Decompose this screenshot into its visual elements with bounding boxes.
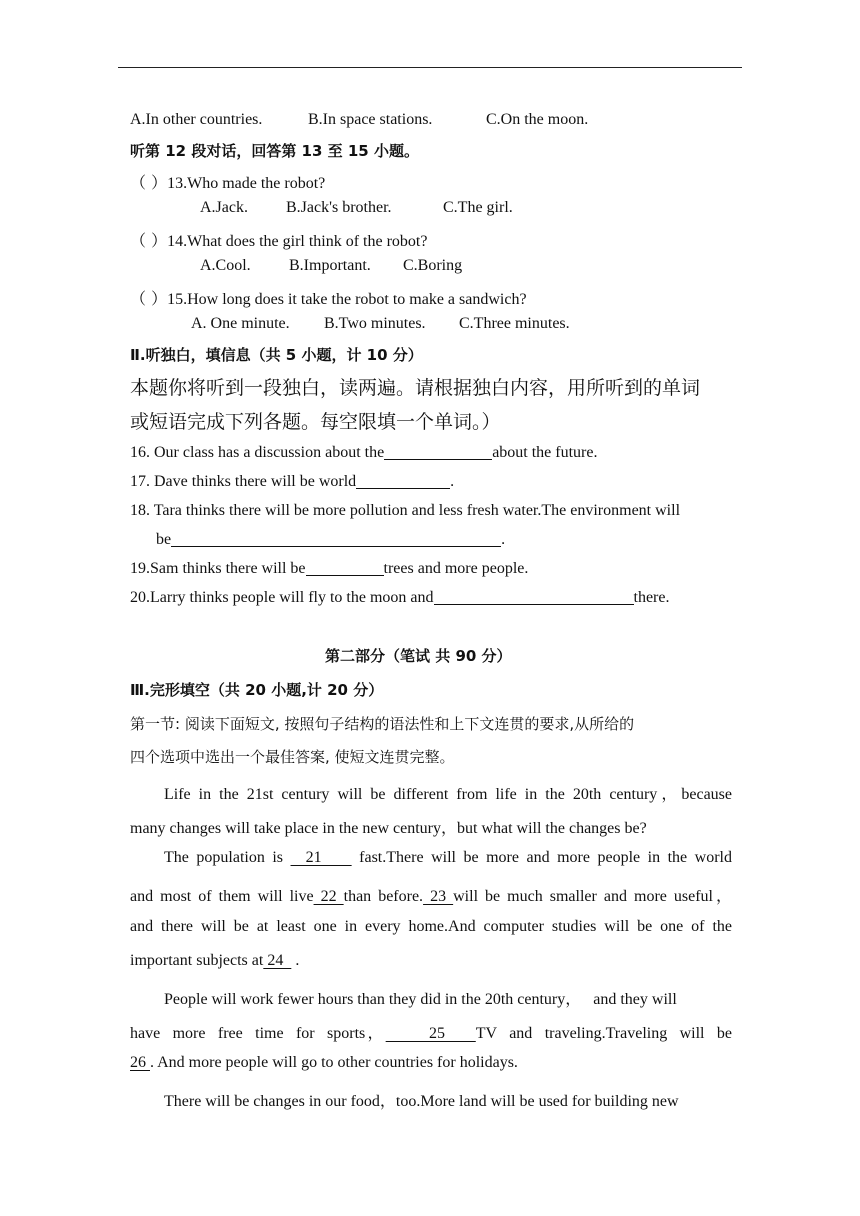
passage-p3-line1: People will work fewer hours than they did in the 20th century， and they will	[164, 991, 677, 1008]
text: .	[291, 952, 300, 969]
answer-paren: （ ）	[130, 289, 168, 308]
option-a: A. One minute.	[191, 315, 290, 332]
part2-instruction-line2: 或短语完成下列各题。每空限填一个单词。）	[130, 411, 501, 433]
part2-header: Ⅱ.听独白，填信息（共 5 小题，计 10 分）	[130, 346, 423, 364]
blank-26[interactable]: 26	[130, 1054, 150, 1071]
q16-answer-blank[interactable]	[384, 445, 492, 460]
passage-p2-line2	[130, 883, 732, 906]
passage-p2-line3: and there will be at least one in every home.And computer studies will be one of the	[130, 918, 732, 935]
text: have more free time for sports，	[130, 1025, 386, 1042]
option-b: B.Two minutes.	[324, 315, 426, 332]
q16-text-before: 16. Our class has a discussion about the	[130, 444, 385, 461]
blank-23[interactable]: 23	[423, 888, 454, 905]
written-part-title: 第二部分（笔试 共 90 分）	[325, 647, 512, 665]
q18-answer-blank[interactable]	[171, 532, 501, 547]
option-a: A.Cool.	[200, 257, 251, 274]
text: than before.	[343, 888, 424, 905]
question-17	[130, 473, 454, 491]
question-14-options	[200, 257, 462, 275]
q16-text-after: about the future.	[492, 444, 598, 461]
q17-text-before: 17. Dave thinks there will be world	[130, 473, 357, 490]
option-b: B.Jack's brother.	[286, 199, 392, 216]
answer-paren: （ ）	[130, 231, 168, 250]
passage-p4-line1: There will be changes in our food，too.More land will be used for building new	[164, 1093, 679, 1110]
blank-21[interactable]: 21	[290, 849, 352, 866]
text: will be much smaller and more useful，	[453, 888, 733, 905]
question-20	[130, 589, 669, 607]
section-12-header: 听第 12 段对话，回答第 13 至 15 小题。	[130, 142, 419, 160]
q17-text-after: .	[450, 473, 455, 490]
passage-p2-line4	[130, 952, 299, 970]
blank-25[interactable]: 25	[385, 1025, 476, 1042]
q20-answer-blank[interactable]	[434, 590, 634, 605]
part3-header: Ⅲ.完形填空（共 20 小题,计 20 分）	[130, 681, 384, 699]
q20-text-after: there.	[633, 589, 670, 606]
q19-text-after: trees and more people.	[383, 560, 529, 577]
q17-answer-blank[interactable]	[356, 474, 450, 489]
part3-instruction-line1: 第一节: 阅读下面短文, 按照句子结构的语法性和上下文连贯的要求,从所给的	[130, 715, 635, 733]
text: . And more people will go to other countries for holidays.	[150, 1054, 518, 1071]
question-13	[130, 170, 325, 193]
blank-22[interactable]: 22	[313, 888, 344, 905]
text: fast.There will be more and more people in the world	[359, 849, 732, 866]
answer-paren: （ ）	[130, 173, 168, 192]
question-text: 15.How long does it take the robot to make a sandwich?	[167, 291, 527, 308]
passage-p1-line2: many changes will take place in the new century，but what will the changes be?	[130, 820, 647, 837]
q12-option-a: A.In other countries.	[130, 111, 263, 128]
option-c: C.Three minutes.	[459, 315, 570, 332]
header-rule	[118, 67, 742, 68]
text: important subjects at	[130, 952, 264, 969]
option-c: C.Boring	[403, 257, 463, 274]
text: and most of them will live	[130, 888, 314, 905]
part2-instruction-line1: 本题你将听到一段独白，读两遍。请根据独白内容，用所听到的单词	[130, 377, 701, 399]
text: The population is	[164, 849, 284, 866]
blank-24[interactable]: 24	[263, 952, 292, 969]
passage-p2-line1	[164, 849, 732, 867]
question-18-line2	[156, 531, 505, 549]
text: TV and traveling.Traveling will be	[475, 1025, 732, 1042]
q18-text-after: .	[501, 531, 506, 548]
question-15-options	[191, 315, 570, 333]
passage-p3-line2	[130, 1020, 732, 1043]
question-16	[130, 444, 597, 462]
q19-text-before: 19.Sam thinks there will be	[130, 560, 306, 577]
question-text: 13.Who made the robot?	[167, 175, 326, 192]
option-a: A.Jack.	[200, 199, 248, 216]
question-15	[130, 286, 527, 309]
passage-p3-line3	[130, 1054, 518, 1072]
question-19	[130, 560, 528, 578]
question-text: 14.What does the girl think of the robot?	[167, 233, 428, 250]
question-18-line1: 18. Tara thinks there will be more pollution and less fresh water.The environment will	[130, 502, 681, 519]
q12-options	[130, 111, 588, 129]
q20-text-before: 20.Larry thinks people will fly to the moon and	[130, 589, 434, 606]
option-c: C.The girl.	[443, 199, 513, 216]
q12-option-b: B.In space stations.	[308, 111, 433, 128]
question-13-options	[200, 199, 513, 217]
question-14	[130, 228, 427, 251]
passage-p1-line1: Life in the 21st century will be different from life in the 20th century，because	[164, 786, 732, 803]
q18-text-before: be	[156, 531, 172, 548]
q19-answer-blank[interactable]	[306, 561, 384, 576]
part3-instruction-line2: 四个选项中选出一个最佳答案, 使短文连贯完整。	[130, 748, 455, 766]
q12-option-c: C.On the moon.	[486, 111, 589, 128]
option-b: B.Important.	[289, 257, 371, 274]
